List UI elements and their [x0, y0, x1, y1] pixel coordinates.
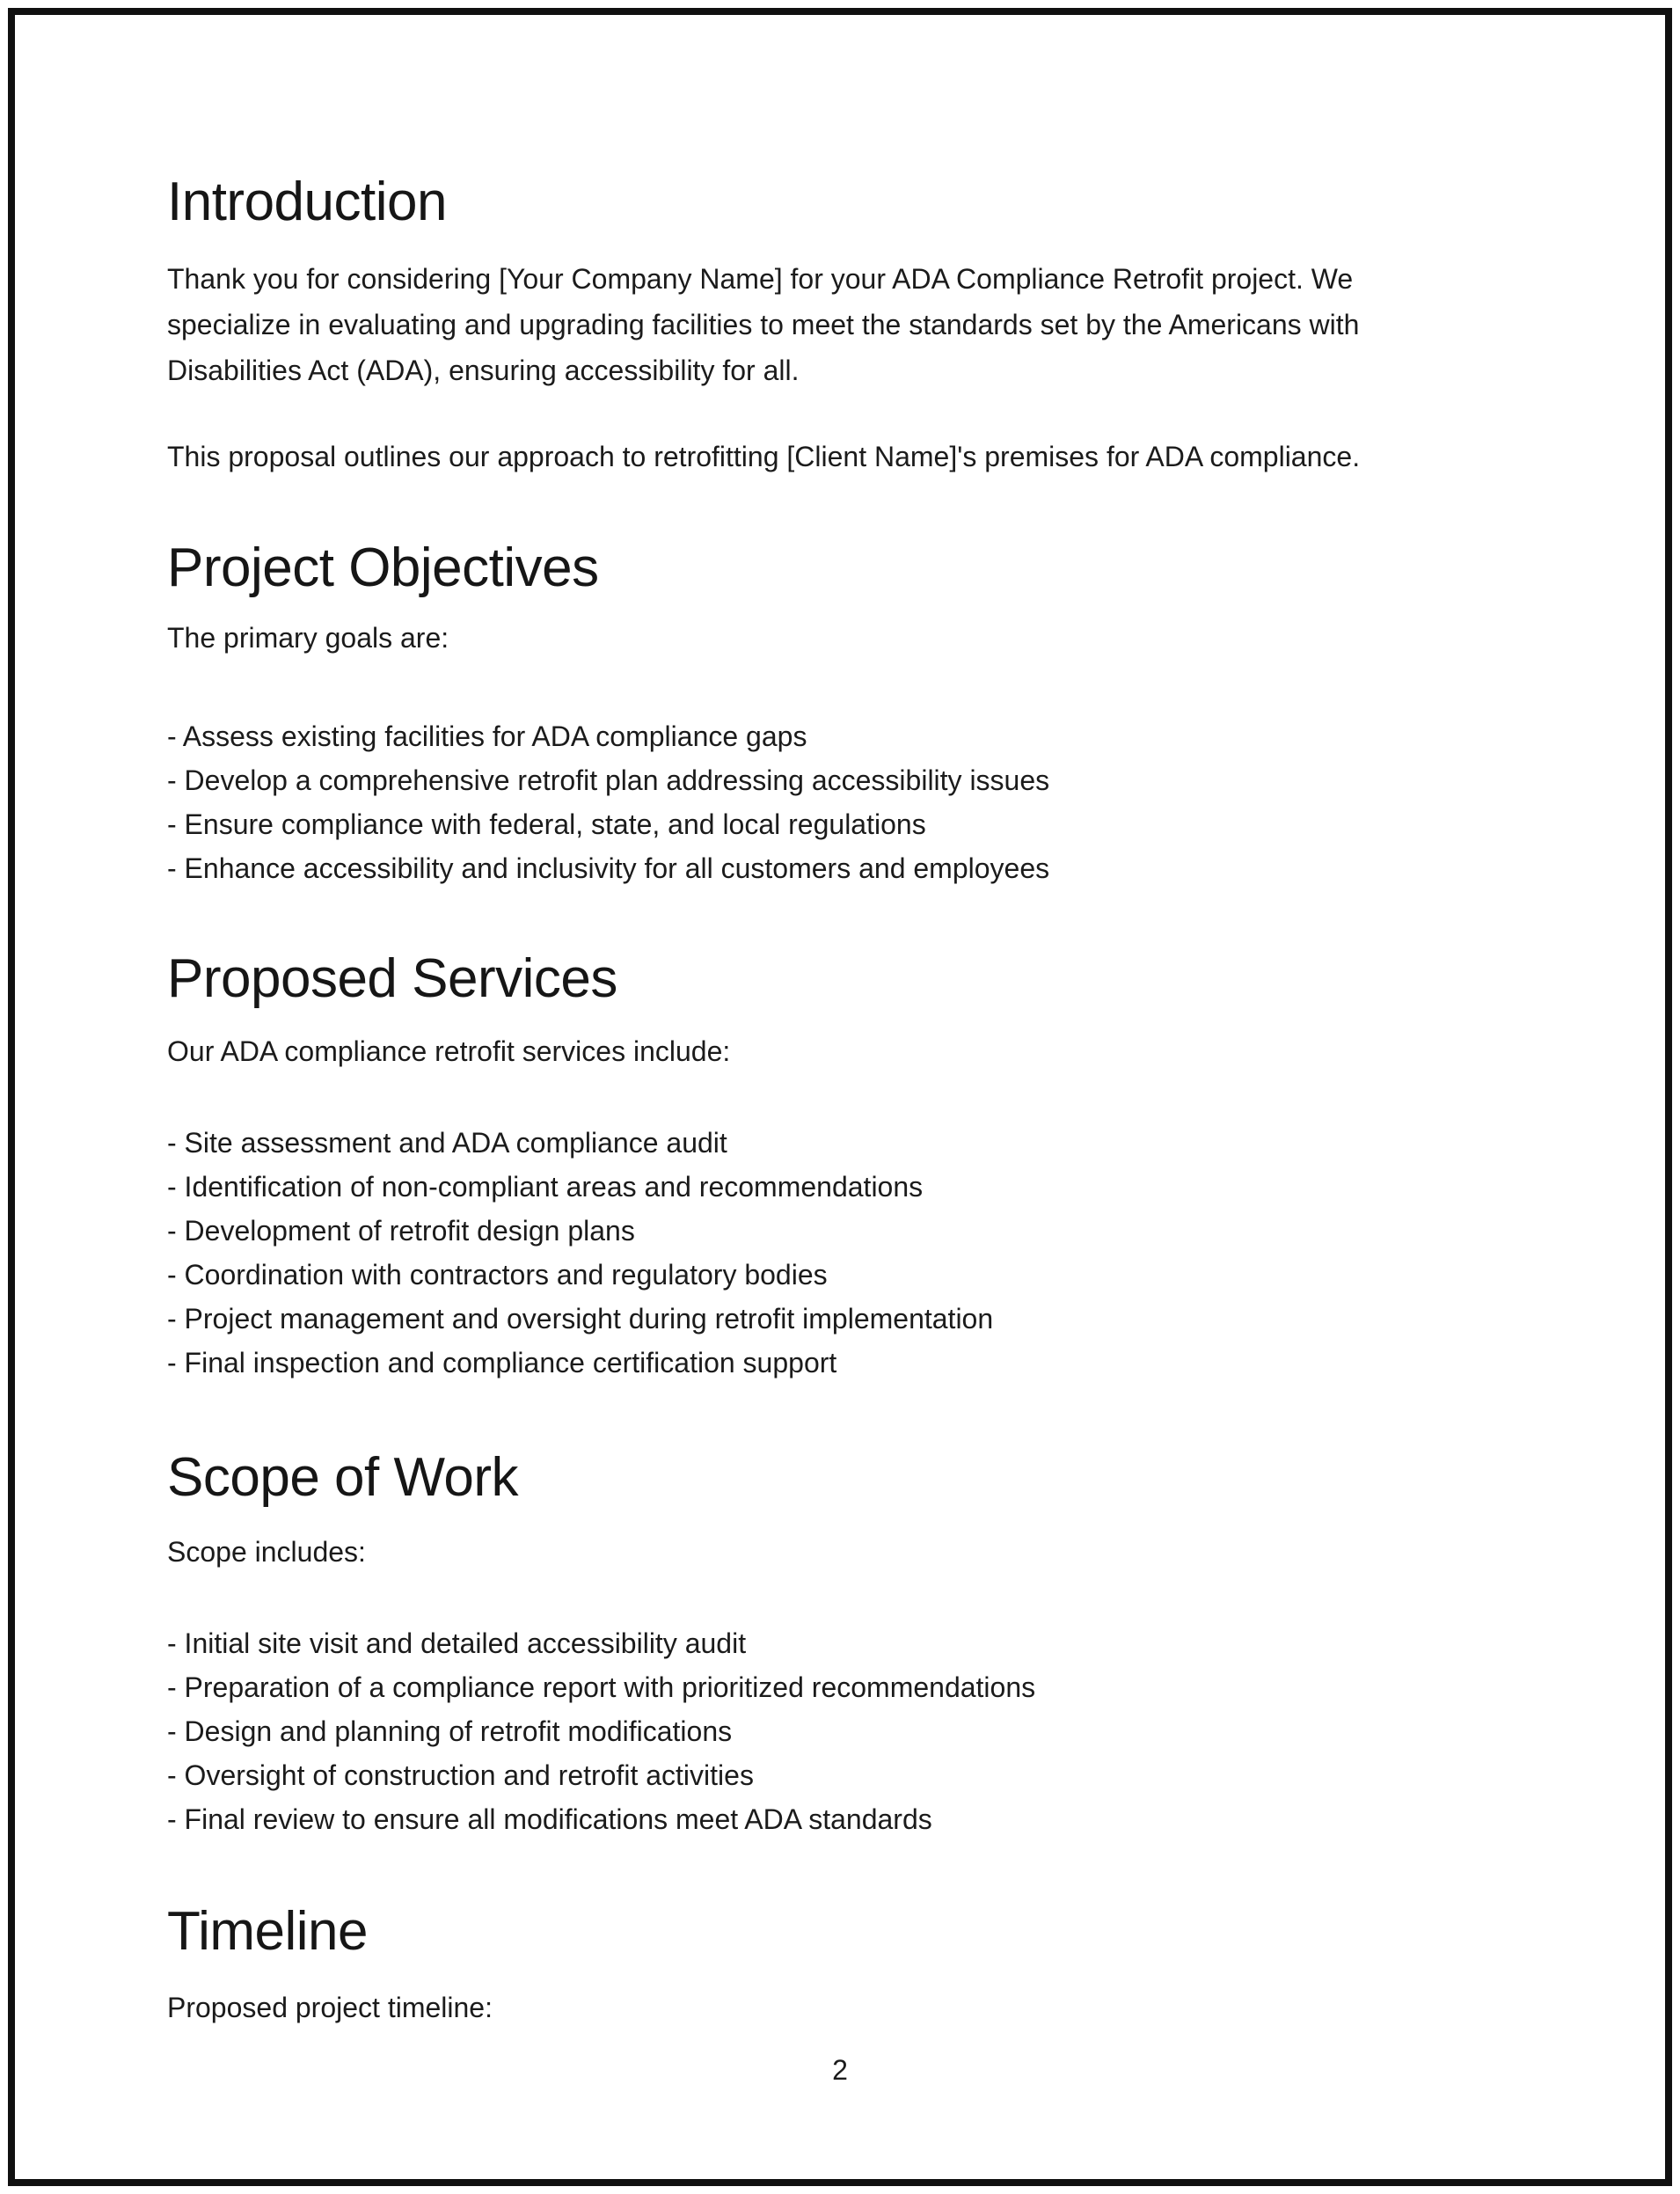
bullet-item: - Identification of non-compliant areas and recommendations	[167, 1171, 924, 1203]
bullet-item: - Oversight of construction and retrofit activities	[167, 1759, 754, 1791]
page-number: 2	[832, 2054, 848, 2086]
bullet-item: - Project management and oversight during retrofit implementation	[167, 1303, 994, 1335]
timeline-intro	[167, 1985, 1592, 2030]
introduction-paragraph-1	[167, 256, 1592, 393]
section-heading-scope-of-work: Scope of Work	[167, 1447, 518, 1508]
bullet-item: - Coordination with contractors and regulatory bodies	[167, 1259, 828, 1291]
scope-of-work-intro	[167, 1529, 1592, 1575]
section-heading-proposed-services: Proposed Services	[167, 948, 617, 1009]
paragraph-line: specialize in evaluating and upgrading facilities to meet the standards set by the Americans with	[167, 309, 1360, 340]
bullet-item: - Preparation of a compliance report with prioritized recommendations	[167, 1671, 1036, 1703]
bullet-item: - Development of retrofit design plans	[167, 1215, 635, 1247]
introduction-paragraph-2	[167, 434, 1592, 479]
bullet-item: - Ensure compliance with federal, state, and local regulations	[167, 808, 926, 840]
scope-of-work-list	[167, 1621, 1592, 1841]
bullet-item: - Final review to ensure all modifications meet ADA standards	[167, 1803, 932, 1835]
section-heading-introduction: Introduction	[167, 172, 447, 232]
bullet-item: - Develop a comprehensive retrofit plan addressing accessibility issues	[167, 764, 1050, 796]
section-heading-timeline: Timeline	[167, 1901, 368, 1962]
paragraph-line: Disabilities Act (ADA), ensuring accessibility for all.	[167, 355, 800, 386]
bullet-item: - Enhance accessibility and inclusivity for all customers and employees	[167, 852, 1050, 884]
paragraph-line: Proposed project timeline:	[167, 1992, 493, 2023]
proposed-services-list	[167, 1121, 1592, 1385]
paragraph-line: The primary goals are:	[167, 622, 449, 654]
bullet-item: - Site assessment and ADA compliance audit	[167, 1127, 727, 1159]
section-heading-project-objectives: Project Objectives	[167, 538, 599, 598]
proposed-services-intro	[167, 1028, 1592, 1074]
bullet-item: - Design and planning of retrofit modifications	[167, 1715, 733, 1747]
paragraph-line: Our ADA compliance retrofit services include:	[167, 1035, 731, 1067]
bullet-item: - Initial site visit and detailed accessibility audit	[167, 1627, 747, 1659]
project-objectives-intro	[167, 615, 1592, 661]
paragraph-line: Thank you for considering [Your Company Name] for your ADA Compliance Retrofit project. We	[167, 263, 1354, 295]
bullet-item: - Assess existing facilities for ADA compliance gaps	[167, 720, 807, 752]
project-objectives-list	[167, 714, 1592, 890]
paragraph-line: This proposal outlines our approach to retrofitting [Client Name]'s premises for ADA compliance.	[167, 441, 1361, 472]
paragraph-line: Scope includes:	[167, 1536, 366, 1568]
bullet-item: - Final inspection and compliance certification support	[167, 1347, 837, 1379]
